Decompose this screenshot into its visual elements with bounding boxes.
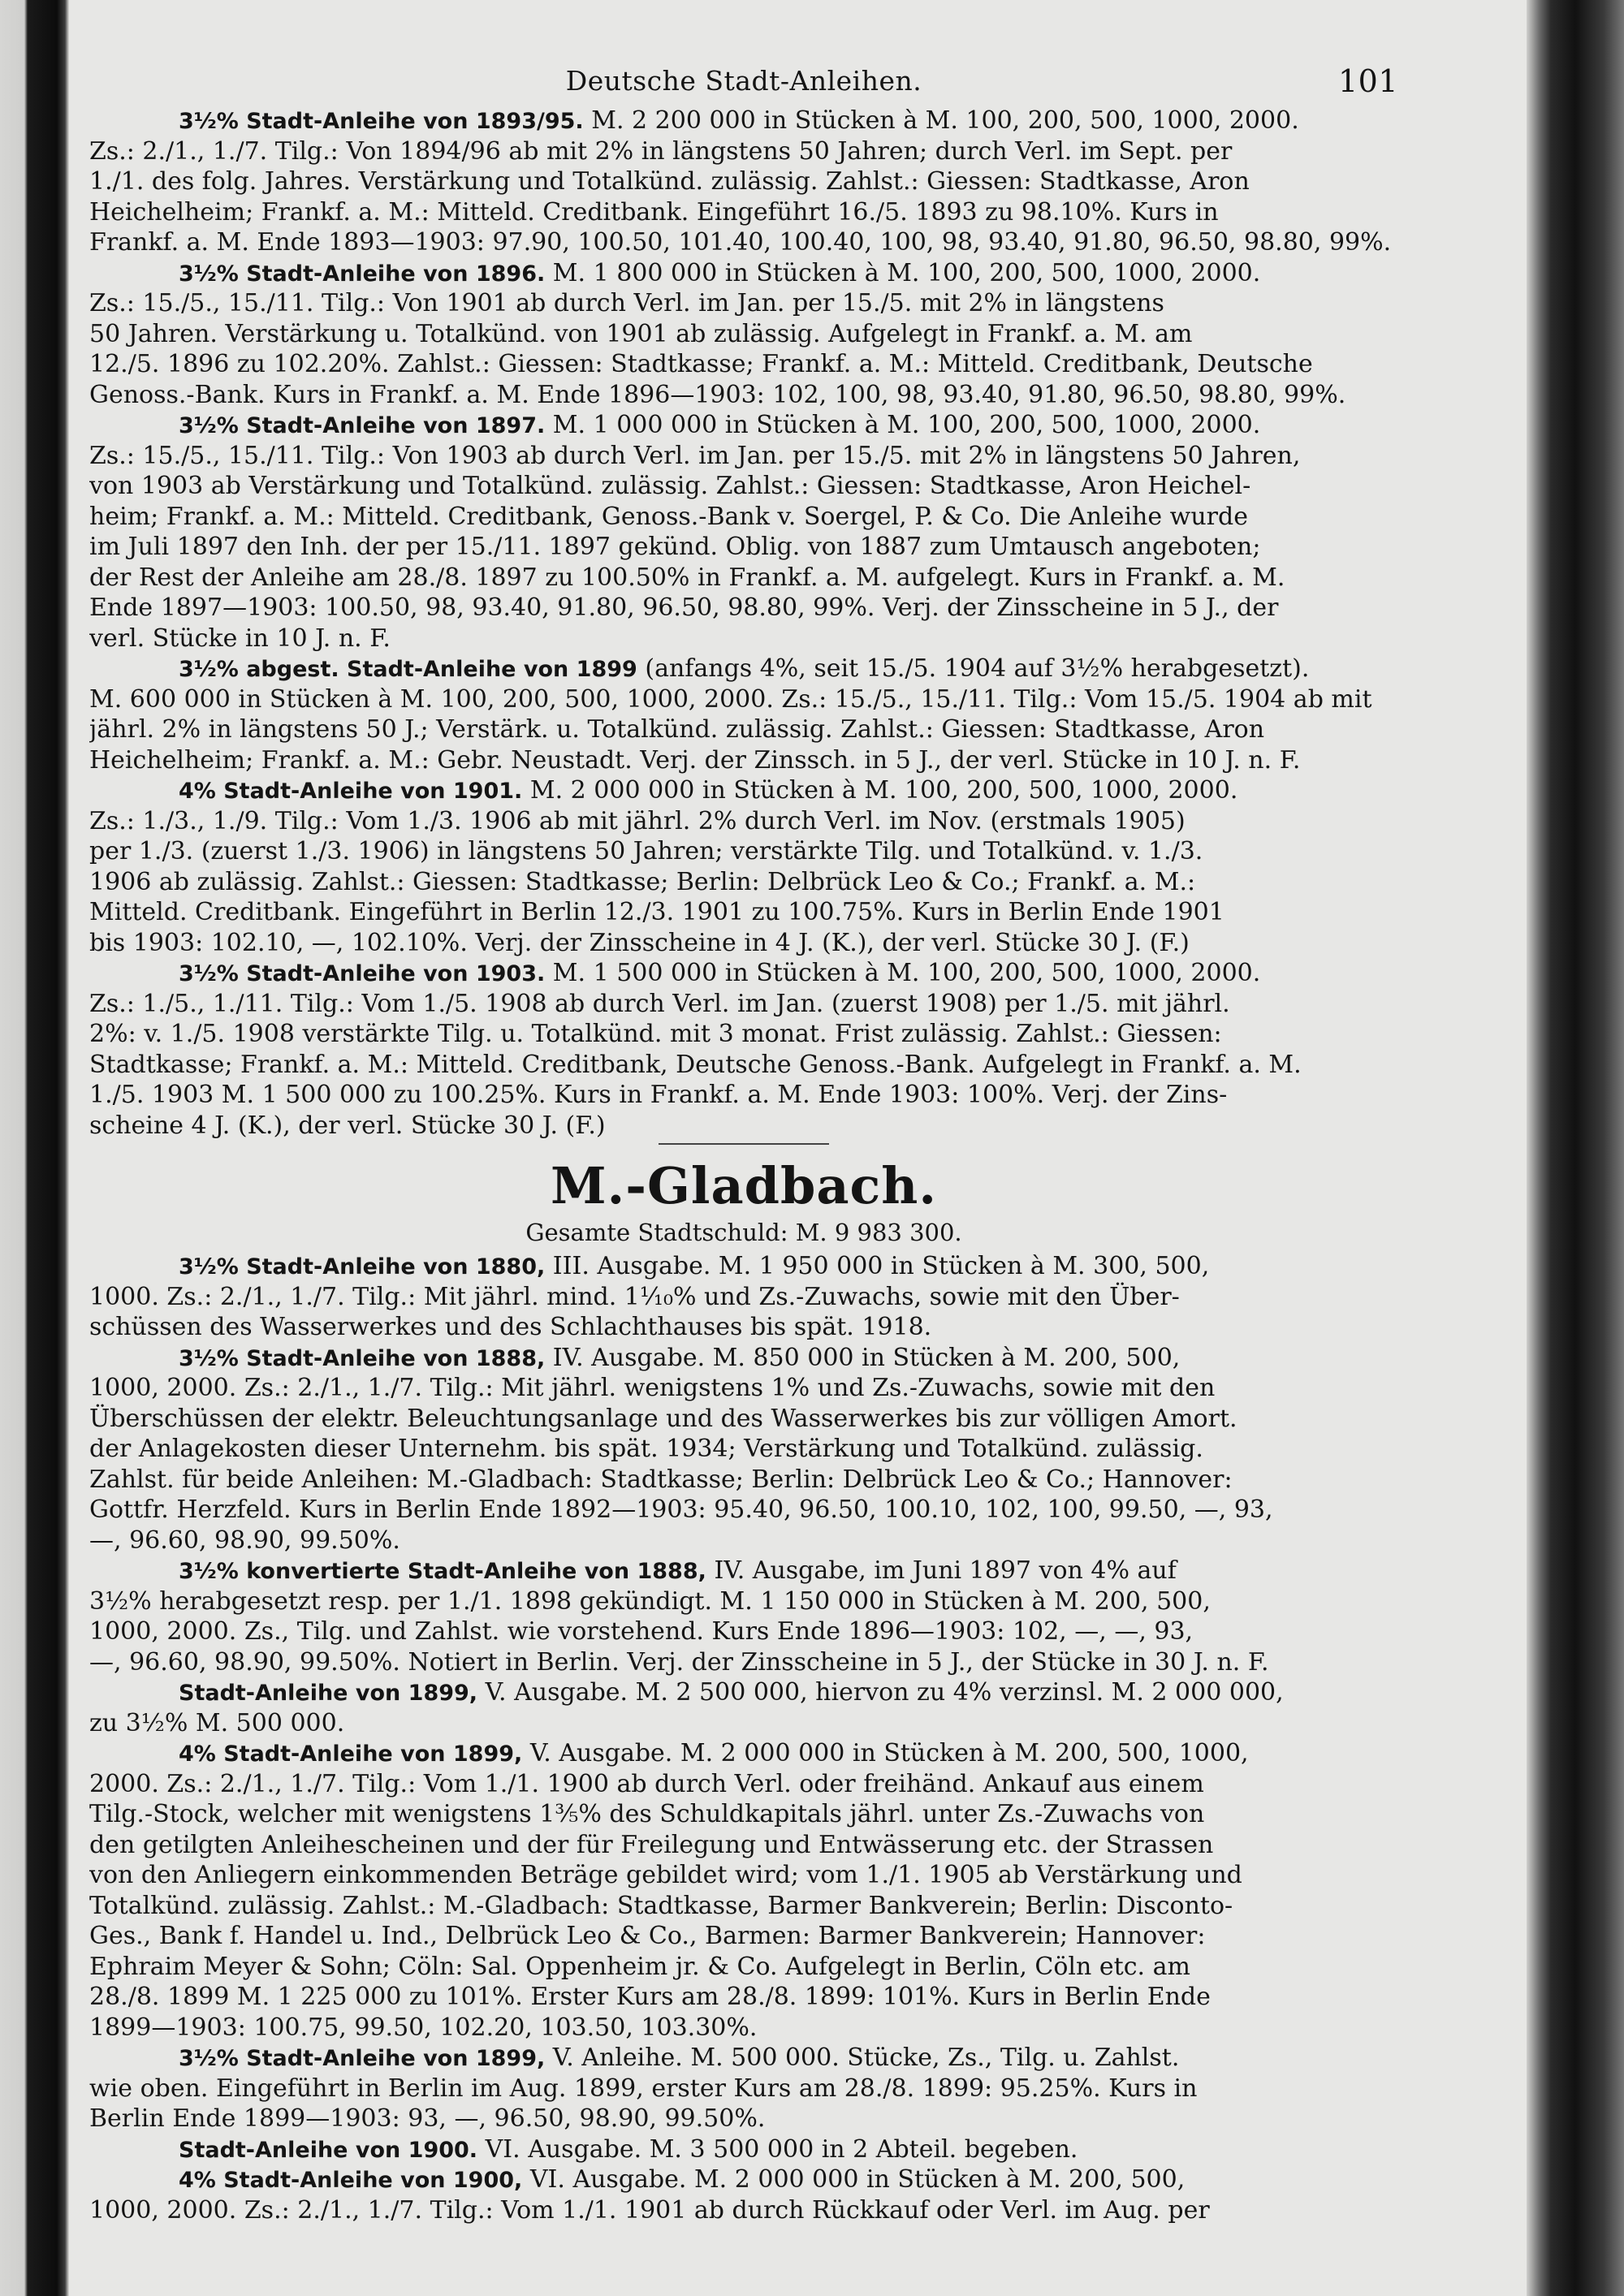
entry-line [89,1891,1398,1922]
bond-entry [89,258,1398,411]
bond-title: 3½% Stadt-Anleihe von 1888, [179,1345,546,1371]
section-gladbach [89,1251,1398,2225]
entry-text: den getilgten Anleihescheinen und der für Freilegung und Entwässerung etc. der Strassen [89,1830,1214,1859]
entry-line [89,1465,1398,1495]
entry-text: von 1903 ab Verstärkung und Totalkünd. zulässig. Zahlst.: Giessen: Stadtkasse, Aron Heichel- [89,472,1251,500]
entry-line [89,806,1398,837]
entry-text: Zs.: 2./1., 1./7. Tilg.: Von 1894/96 ab mit 2% in längstens 50 Jahren; durch Verl. im Sept. per [89,136,1233,166]
entry-line [89,1019,1398,1050]
entry-first-line [89,106,1398,136]
entry-text: 28./8. 1899 M. 1 225 000 zu 101%. Erster Kurs am 28./8. 1899: 101%. Kurs in Berlin Ende [89,1983,1211,2011]
city-heading: M.-Gladbach. [551,1156,937,1215]
entry-line [89,2104,1398,2134]
entry-line [89,593,1398,624]
entry-text: Heichelheim; Frankf. a. M.: Gebr. Neustadt. Verj. der Zinssch. in 5 J., der verl. Stücke in 10 J. n. F. [89,745,1301,775]
entry-text: M. 2 200 000 in Stücken à M. 100, 200, 500, 1000, 2000. [591,106,1299,135]
entry-line [89,714,1398,745]
bond-entry [89,2164,1398,2225]
running-title: Deutsche Stadt-Anleihen. [565,65,922,97]
entry-line [89,1050,1398,1081]
entry-text: Berlin Ende 1899—1903: 93, —, 96.50, 98.90, 99.50%. [89,2104,766,2133]
scan-binding-edge-left [0,0,69,2296]
bond-entry [89,1677,1398,1738]
entry-line [89,1952,1398,1983]
entry-text: der Anlagekosten dieser Unternehm. bis spät. 1934; Verstärkung und Totalkünd. zulässig. [89,1435,1203,1463]
total-debt-line: Gesamte Stadtschuld: M. 9 983 300. [525,1219,962,1246]
entry-text: V. Anleihe. M. 500 000. Stücke, Zs., Tilg. u. Zahlst. [552,2044,1180,2072]
entry-line [89,1526,1398,1556]
entry-first-line [89,958,1398,989]
bond-title: 3½% abgest. Stadt-Anleihe von 1899 [179,657,637,682]
entry-first-line [89,1738,1398,1769]
bond-title: Stadt-Anleihe von 1900. [179,2137,478,2163]
entry-line [89,380,1398,411]
entry-line [89,1769,1398,1800]
entry-line [89,624,1398,654]
entry-first-line [89,654,1398,684]
bond-title: 4% Stadt-Anleihe von 1900, [179,2168,523,2193]
entry-text: Frankf. a. M. Ende 1893—1903: 97.90, 100.50, 101.40, 100.40, 100, 98, 93.40, 91.80, 96.50, 98.80, 99%. [89,228,1392,257]
entry-line [89,288,1398,319]
entry-line [89,136,1398,167]
book-page [89,49,1398,2273]
entry-first-line [89,410,1398,441]
entry-text: im Juli 1897 den Inh. der per 15./11. 1897 gekünd. Oblig. von 1887 zum Umtausch angeboten; [89,533,1261,561]
bond-entry [89,106,1398,258]
entry-first-line [89,2043,1398,2074]
bond-entry [89,654,1398,775]
entry-text: 1906 ab zulässig. Zahlst.: Giessen: Stadtkasse; Berlin: Delbrück Leo & Co.; Frankf. a. M.: [89,867,1196,896]
entry-first-line [89,1251,1398,1282]
entry-text: M. 600 000 in Stücken à M. 100, 200, 500, 1000, 2000. Zs.: 15./5., 15./11. Tilg.: Vom 15./5. 1904 ab mit [89,684,1372,714]
bond-entry [89,775,1398,958]
bond-entry [89,958,1398,1141]
entry-text: VI. Ausgabe. M. 3 500 000 in 2 Abteil. begeben. [485,2134,1078,2164]
entry-line [89,441,1398,472]
bond-title: 3½% Stadt-Anleihe von 1903. [179,961,546,986]
entry-line [89,2013,1398,2044]
entry-line [89,532,1398,563]
entry-line [89,897,1398,928]
entry-text: 1./1. des folg. Jahres. Verstärkung und Totalkünd. zulässig. Zahlst.: Giessen: Stadtkasse, Aron [89,167,1250,196]
entry-line [89,1982,1398,2013]
entry-line [89,1586,1398,1617]
bond-title: 3½% Stadt-Anleihe von 1896. [179,261,546,287]
entry-first-line [89,2164,1398,2195]
entry-text: Zs.: 15./5., 15./11. Tilg.: Von 1903 ab durch Verl. im Jan. per 15./5. mit 2% in längstens 50 Jahren, [89,441,1301,470]
entry-line [89,1647,1398,1678]
entry-text: bis 1903: 102.10, —, 102.10%. Verj. der Zinsscheine in 4 J. (K.), der verl. Stücke 30 J. (F.) [89,928,1190,957]
entry-first-line [89,1556,1398,1586]
bond-title: 3½% konvertierte Stadt-Anleihe von 1888, [179,1559,706,1584]
entry-line [89,319,1398,350]
entry-first-line [89,1343,1398,1374]
entry-text: III. Ausgabe. M. 1 950 000 in Stücken à M. 300, 500, [552,1252,1210,1280]
entry-text: Zs.: 1./5., 1./11. Tilg.: Vom 1./5. 1908 ab durch Verl. im Jan. (zuerst 1908) per 1./5. mit jährl. [89,989,1230,1018]
bond-entry [89,2043,1398,2134]
entry-text: heim; Frankf. a. M.: Mitteld. Creditbank, Genoss.-Bank v. Soergel, P. & Co. Die Anleihe wurde [89,502,1248,531]
entry-line [89,1312,1398,1343]
entry-line [89,471,1398,502]
bond-title: 4% Stadt-Anleihe von 1899, [179,1741,523,1767]
bond-entry [89,1251,1398,1343]
page-number: 101 [1337,63,1398,99]
entry-text: Ges., Bank f. Handel u. Ind., Delbrück Leo & Co., Barmen: Barmer Bankverein; Hannover: [89,1922,1206,1950]
entry-text: Ephraim Meyer & Sohn; Cöln: Sal. Oppenheim jr. & Co. Aufgelegt in Berlin, Cöln etc. am [89,1952,1190,1981]
entry-line [89,1282,1398,1313]
entry-text: Zs.: 15./5., 15./11. Tilg.: Von 1901 ab durch Verl. im Jan. per 15./5. mit 2% in längstens [89,289,1164,317]
entry-text: M. 1 500 000 in Stücken à M. 100, 200, 500, 1000, 2000. [552,959,1261,987]
entry-line [89,867,1398,898]
entry-text: IV. Ausgabe. M. 850 000 in Stücken à M. 200, 500, [552,1343,1181,1372]
entry-line [89,1080,1398,1111]
entry-text: 2000. Zs.: 2./1., 1./7. Tilg.: Vom 1./1. 1900 ab durch Verl. oder freihänd. Ankauf aus einem [89,1769,1204,1798]
entry-line [89,197,1398,228]
entry-text: verl. Stücke in 10 J. n. F. [89,624,391,653]
entry-text: Gottfr. Herzfeld. Kurs in Berlin Ende 1892—1903: 95.40, 96.50, 100.10, 102, 100, 99.50, —, 93, [89,1495,1273,1524]
entry-line [89,2074,1398,2104]
entry-text: Ende 1897—1903: 100.50, 98, 93.40, 91.80, 96.50, 98.80, 99%. Verj. der Zinsscheine in 5 J., der [89,593,1279,622]
entry-line [89,502,1398,533]
entry-text: —, 96.60, 98.90, 99.50%. [89,1526,400,1555]
bond-title: 3½% Stadt-Anleihe von 1893/95. [179,109,584,134]
entry-text: 1000, 2000. Zs., Tilg. und Zahlst. wie vorstehend. Kurs Ende 1896—1903: 102, —, —, 93, [89,1617,1194,1646]
entry-text: V. Ausgabe. M. 2 500 000, hiervon zu 4% verzinsl. M. 2 000 000, [485,1678,1284,1707]
entry-first-line [89,1677,1398,1708]
section-divider [659,1143,829,1145]
entry-line [89,1830,1398,1861]
entry-text: per 1./3. (zuerst 1./3. 1906) in längstens 50 Jahren; verstärkte Tilg. und Totalkünd. v. 1./3. [89,837,1203,865]
entry-text: 50 Jahren. Verstärkung u. Totalkünd. von 1901 ab zulässig. Aufgelegt in Frankf. a. M. am [89,319,1193,348]
entry-first-line [89,2134,1398,2165]
entry-text: M. 1 800 000 in Stücken à M. 100, 200, 500, 1000, 2000. [552,258,1261,287]
entry-line [89,1616,1398,1647]
entry-text: schüssen des Wasserwerkes und des Schlachthauses bis spät. 1918. [89,1313,932,1341]
bond-title: 4% Stadt-Anleihe von 1901. [179,779,523,804]
entry-line [89,166,1398,197]
entry-line [89,1860,1398,1891]
entry-line [89,1921,1398,1952]
entry-text: 1./5. 1903 M. 1 500 000 zu 100.25%. Kurs in Frankf. a. M. Ende 1903: 100%. Verj. der Zins- [89,1081,1228,1109]
entry-text: 3½% herabgesetzt resp. per 1./1. 1898 gekündigt. M. 1 150 000 in Stücken à M. 200, 500, [89,1586,1211,1616]
entry-line [89,1495,1398,1526]
entry-line [89,684,1398,715]
entry-line [89,227,1398,258]
entry-text: VI. Ausgabe. M. 2 000 000 in Stücken à M. 200, 500, [529,2165,1186,2194]
entry-text: 1899—1903: 100.75, 99.50, 102.20, 103.50, 103.30%. [89,2013,758,2042]
entry-line [89,349,1398,380]
bond-entry [89,410,1398,654]
bond-entry [89,1343,1398,1556]
entry-text: IV. Ausgabe, im Juni 1897 von 4% auf [714,1556,1177,1585]
bond-title: Stadt-Anleihe von 1899, [179,1681,478,1706]
entry-text: zu 3½% M. 500 000. [89,1708,345,1737]
bond-entry [89,2134,1398,2165]
entry-text: Genoss.-Bank. Kurs in Frankf. a. M. Ende 1896—1903: 102, 100, 98, 93.40, 91.80, 96.50, 98.80, 99%. [89,380,1346,409]
entry-text: Zahlst. für beide Anleihen: M.-Gladbach: Stadtkasse; Berlin: Delbrück Leo & Co.; Hannover: [89,1465,1233,1494]
entry-text: 1000, 2000. Zs.: 2./1., 1./7. Tilg.: Vom 1./1. 1901 ab durch Rückkauf oder Verl. im Aug. per [89,2195,1210,2225]
entry-line [89,1708,1398,1739]
bond-entry [89,1738,1398,2043]
entry-text: Mitteld. Creditbank. Eingeführt in Berlin 12./3. 1901 zu 100.75%. Kurs in Berlin Ende 1901 [89,898,1224,926]
entry-text: scheine 4 J. (K.), der verl. Stücke 30 J. (F.) [89,1111,606,1140]
entry-text: Überschüssen der elektr. Beleuchtungsanlage und des Wasserwerkes bis zur völligen Amort. [89,1404,1237,1433]
entry-text: M. 2 000 000 in Stücken à M. 100, 200, 500, 1000, 2000. [529,776,1238,805]
entry-text: Zs.: 1./3., 1./9. Tilg.: Vom 1./3. 1906 ab mit jährl. 2% durch Verl. im Nov. (erstmals 1905) [89,806,1186,835]
bond-title: 3½% Stadt-Anleihe von 1899, [179,2046,546,2071]
entry-line [89,836,1398,867]
running-head [89,49,1398,106]
entry-text: 12./5. 1896 zu 102.20%. Zahlst.: Giessen: Stadtkasse; Frankf. a. M.: Mitteld. Creditbank, Deutsche [89,350,1313,378]
entry-text: von den Anliegern einkommenden Beträge gebildet wird; vom 1./1. 1905 ab Verstärkung und [89,1861,1242,1889]
entry-line [89,928,1398,959]
entry-line [89,1799,1398,1830]
entry-text: Stadtkasse; Frankf. a. M.: Mitteld. Creditbank, Deutsche Genoss.-Bank. Aufgelegt in Frankf. a. M. [89,1050,1302,1079]
entry-text: Totalkünd. zulässig. Zahlst.: M.-Gladbach: Stadtkasse, Barmer Bankverein; Berlin: Disconto- [89,1891,1233,1920]
entry-text: wie oben. Eingeführt in Berlin im Aug. 1899, erster Kurs am 28./8. 1899: 95.25%. Kurs in [89,2074,1198,2103]
bond-entry [89,1556,1398,1677]
entry-text: jährl. 2% in längstens 50 J.; Verstärk. u. Totalkünd. zulässig. Zahlst.: Giessen: Stadtkasse, Aron [89,715,1265,744]
entry-text: der Rest der Anleihe am 28./8. 1897 zu 100.50% in Frankf. a. M. aufgelegt. Kurs in Frankf. a. M. [89,563,1285,592]
entry-line [89,1373,1398,1404]
section-giessen [89,106,1398,1141]
entry-line [89,1404,1398,1435]
entry-text: 2%: v. 1./5. 1908 verstärkte Tilg. u. Totalkünd. mit 3 monat. Frist zulässig. Zahlst.: Giessen: [89,1020,1222,1048]
entry-text: (anfangs 4%, seit 15./5. 1904 auf 3½% herabgesetzt). [645,654,1310,683]
scan-page-edge-right [1527,0,1624,2296]
entry-line [89,1111,1398,1142]
bond-title: 3½% Stadt-Anleihe von 1880, [179,1254,546,1280]
entry-text: M. 1 000 000 in Stücken à M. 100, 200, 500, 1000, 2000. [552,411,1261,439]
entry-text: 1000. Zs.: 2./1., 1./7. Tilg.: Mit jährl. mind. 1¹⁄₁₀% und Zs.-Zuwachs, sowie mit den Über- [89,1282,1180,1311]
entry-line [89,2195,1398,2226]
entry-line [89,745,1398,776]
entry-first-line [89,775,1398,806]
entry-line [89,1434,1398,1465]
entry-text: 1000, 2000. Zs.: 2./1., 1./7. Tilg.: Mit jährl. wenigstens 1% und Zs.-Zuwachs, sowie mit den [89,1374,1216,1402]
entry-line [89,563,1398,593]
entry-text: —, 96.60, 98.90, 99.50%. Notiert in Berlin. Verj. der Zinsscheine in 5 J., der Stücke in 30 J. n. F. [89,1647,1269,1677]
entry-text: Heichelheim; Frankf. a. M.: Mitteld. Creditbank. Eingeführt 16./5. 1893 zu 98.10%. Kurs in [89,197,1219,227]
entry-first-line [89,258,1398,289]
entry-text: V. Ausgabe. M. 2 000 000 in Stücken à M. 200, 500, 1000, [529,1739,1249,1767]
bond-title: 3½% Stadt-Anleihe von 1897. [179,413,546,438]
entry-line [89,989,1398,1020]
entry-text: Tilg.-Stock, welcher mit wenigstens 1³⁄₅% des Schuldkapitals jährl. unter Zs.-Zuwachs von [89,1800,1205,1828]
